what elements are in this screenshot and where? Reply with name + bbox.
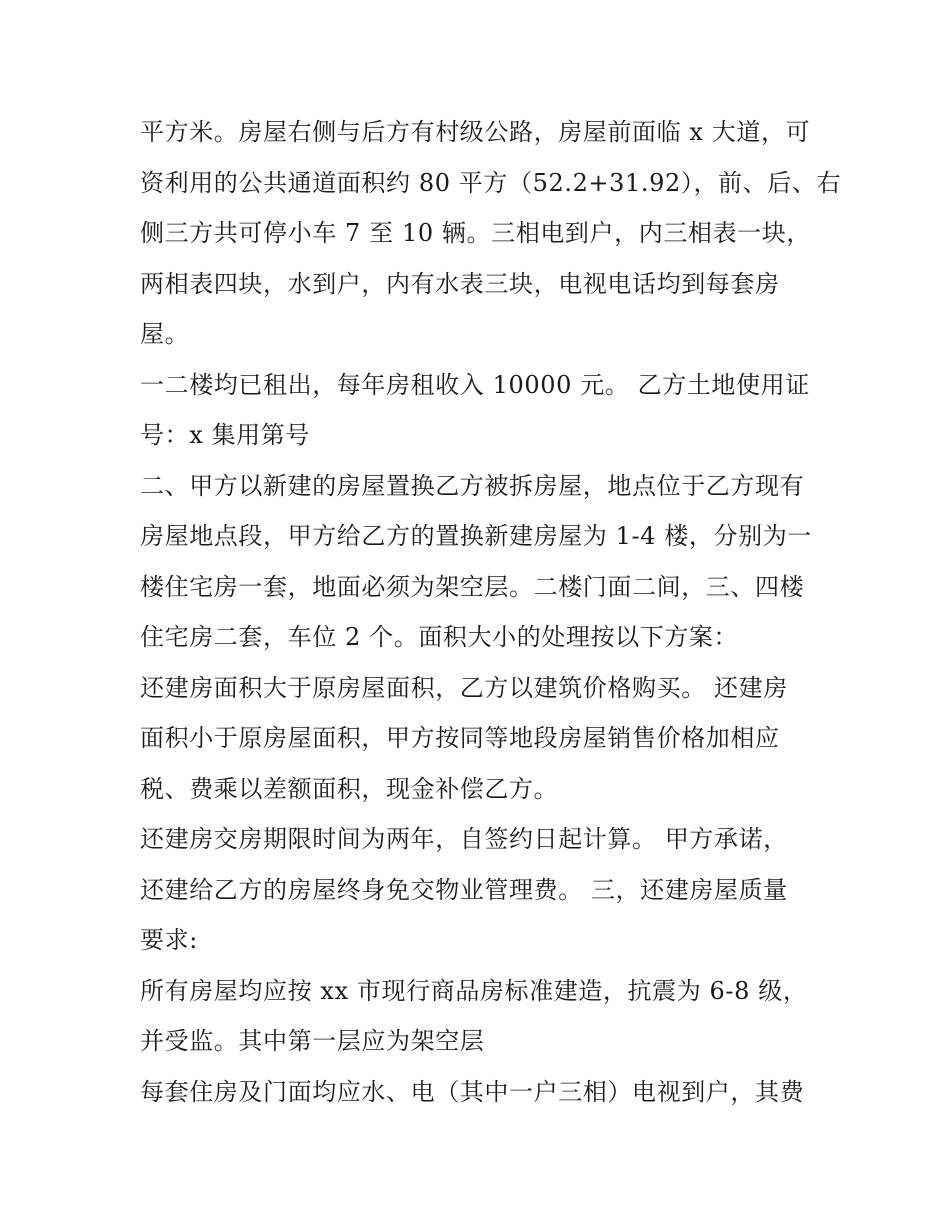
text-line: 还建给乙方的房屋终身免交物业管理费。 三，还建房屋质量 <box>140 875 788 904</box>
document-body <box>140 107 842 1117</box>
text-line: 号：x 集用第号 <box>140 421 310 449</box>
text-line: 资利用的公共通道面积约 80 平方（52.2+31.92），前、后、右 <box>140 168 842 197</box>
text-line: 一二楼均已租出，每年房租收入 10000 元。 乙方土地使用证 <box>140 370 810 399</box>
text-line: 每套住房及门面均应水、电（其中一户三相）电视到户，其费 <box>140 1077 805 1106</box>
text-line: 房屋地点段，甲方给乙方的置换新建房屋为 1-4 楼，分别为一 <box>140 522 812 550</box>
text-line: 屋。 <box>140 320 190 348</box>
text-line: 所有房屋均应按 xx 市现行商品房标准建造，抗震为 6-8 级， <box>140 976 808 1005</box>
text-line: 面积小于原房屋面积，甲方按同等地段房屋销售价格加相应 <box>140 724 780 752</box>
text-line: 要求: <box>140 926 198 954</box>
text-line: 平方米。房屋右侧与后方有村级公路，房屋前面临 x 大道，可 <box>140 118 811 146</box>
text-line: 楼住宅房一套，地面必须为架空层。二楼门面二间，三、四楼 <box>140 572 805 601</box>
text-line: 还建房交房期限时间为两年，自签约日起计算。 甲方承诺， <box>140 825 788 853</box>
text-line: 两相表四块，水到户，内有水表三块，电视电话均到每套房 <box>140 269 780 298</box>
text-line: 税、费乘以差额面积，现金补偿乙方。 <box>140 774 559 803</box>
text-line: 侧三方共可停小车 7 至 10 辆。三相电到户，内三相表一块， <box>140 219 811 247</box>
text-line: 住宅房二套，车位 2 个。面积大小的处理按以下方案： <box>140 623 739 651</box>
text-line: 并受监。其中第一层应为架空层 <box>140 1027 485 1055</box>
text-line: 还建房面积大于原房屋面积，乙方以建筑价格购买。 还建房 <box>140 673 788 702</box>
text-line: 二、甲方以新建的房屋置换乙方被拆房屋，地点位于乙方现有 <box>140 471 805 500</box>
